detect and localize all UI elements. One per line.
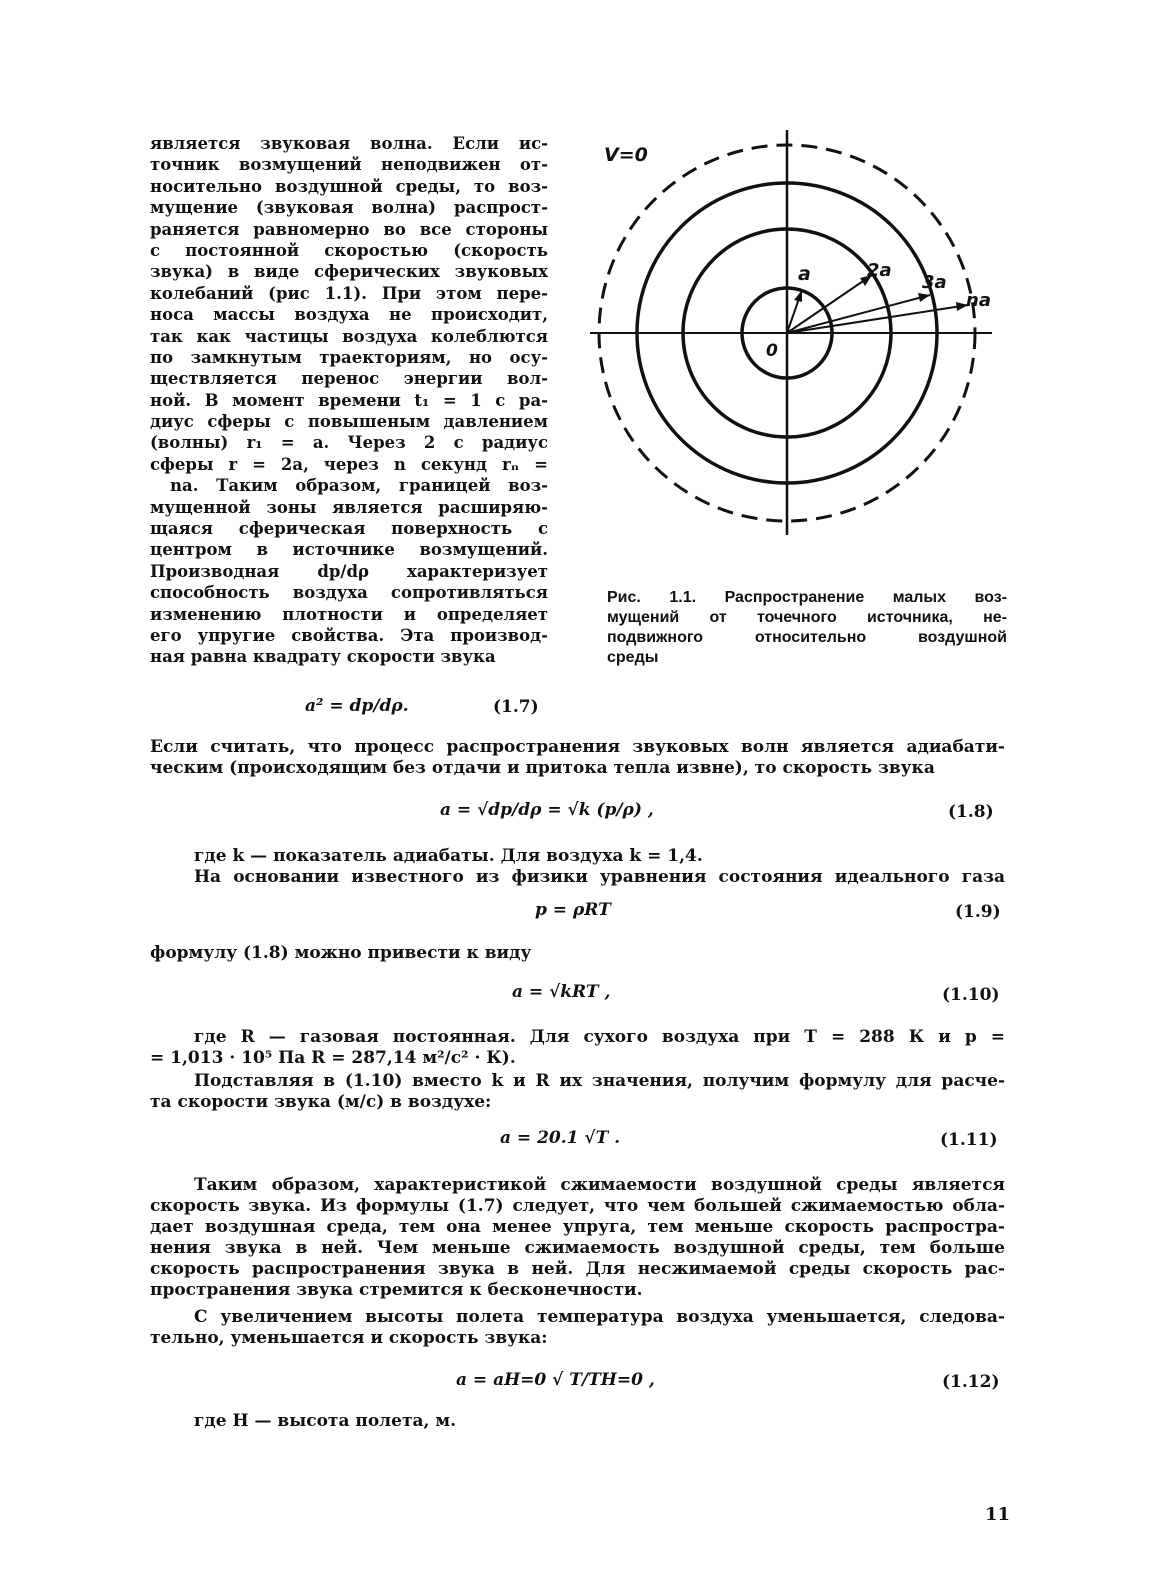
paragraph-adiabatic-index — [150, 846, 1005, 888]
text-line: na. Таким образом, границей воз- — [170, 476, 548, 496]
formula-1-7: a² = dp/dρ. — [305, 696, 409, 716]
formula-1-7-number: (1.7) — [493, 697, 539, 717]
text-line: где R — газовая постоянная. Для сухого воздуха при T = 288 К и p = — [194, 1027, 1005, 1047]
formula-1-10: a = √kRT , — [512, 982, 611, 1002]
paragraph-adiabatic — [150, 737, 1005, 779]
text-line: так как частицы воздуха колеблются — [150, 326, 548, 346]
text-line: по замкнутым траекториям, но осу- — [150, 347, 548, 367]
text-line: скорость звука. Из формулы (1.7) следует, что чем большей сжимаемостью обла- — [150, 1196, 1005, 1216]
text-line: изменению плотности и определяет — [150, 604, 548, 624]
paragraph-gas-constant — [150, 1027, 1005, 1069]
text-line: та скорости звука (м/с) в воздухе: — [150, 1092, 492, 1112]
text-line: Подставляя в (1.10) вместо k и R их значения, получим формулу для расче- — [194, 1071, 1005, 1091]
label-3a: 3a — [922, 272, 947, 293]
radius-a-arrowhead — [794, 290, 802, 302]
text-line: Если считать, что процесс распространения звуковых волн является адиабати- — [150, 737, 1005, 757]
text-line: сферы r = 2a, через n секунд rₙ = — [150, 454, 548, 474]
text-line: = 1,013 · 10⁵ Па R = 287,14 м²/с² · К). — [150, 1048, 516, 1068]
page-number: 11 — [985, 1504, 1011, 1525]
label-center: 0 — [766, 341, 778, 361]
paragraph-altitude-h: где H — высота полета, м. — [194, 1411, 457, 1431]
text-line: центром в источнике возмущений. — [150, 540, 548, 560]
text-line: щаяся сферическая поверхность с — [150, 519, 548, 539]
text-line: ная равна квадрату скорости звука — [150, 647, 496, 667]
formula-1-12: a = aH=0 √ T/TH=0 , — [456, 1370, 655, 1390]
text-line: носа массы воздуха не происходит, — [150, 305, 548, 325]
text-line: звука) в виде сферических звуковых — [150, 262, 548, 282]
formula-1-10-number: (1.10) — [942, 985, 1000, 1005]
text-line: носительно воздушной среды, то воз- — [150, 176, 548, 196]
formula-1-9-number: (1.9) — [955, 902, 1001, 922]
text-line: тельно, уменьшается и скорость звука: — [150, 1328, 548, 1348]
text-line: С увеличением высоты полета температура воздуха уменьшается, следова- — [194, 1307, 1005, 1327]
formula-1-9: p = ρRT — [535, 900, 611, 920]
formula-1-11-number: (1.11) — [940, 1130, 998, 1150]
text-line: нения звука в ней. Чем меньше сжимаемость воздушной среды, тем больше — [150, 1238, 1005, 1258]
label-a: a — [798, 263, 811, 285]
text-line: раняется равномерно во все стороны — [150, 219, 548, 239]
figure-caption — [607, 588, 1007, 668]
label-v-zero: V=0 — [604, 144, 648, 166]
caption-line: среды — [607, 649, 659, 666]
text-line: Таким образом, характеристикой сжимаемости воздушной среды является — [194, 1175, 1005, 1195]
paragraph-compressibility — [150, 1175, 1005, 1301]
label-2a: 2a — [867, 260, 892, 281]
text-line: его упругие свойства. Эта производ- — [150, 625, 548, 645]
text-line: где k — показатель адиабаты. Для воздуха k = 1,4. — [194, 846, 703, 866]
text-line: пространения звука стремится к бесконечности. — [150, 1280, 643, 1300]
text-line: Производная dp/dρ характеризует — [150, 561, 548, 581]
radius-3a-arrowhead — [918, 293, 930, 302]
formula-1-11: a = 20.1 √T . — [500, 1128, 621, 1148]
paragraph-formula-form: формулу (1.8) можно привести к виду — [150, 943, 532, 963]
text-line: колебаний (рис 1.1). При этом пере- — [150, 283, 548, 303]
caption-line: Рис. 1.1. Распространение малых воз- — [607, 589, 1007, 606]
text-line: мущение (звуковая волна) распрост- — [150, 198, 548, 218]
text-line: с постоянной скоростью (скорость — [150, 240, 548, 260]
label-na: na — [966, 290, 991, 311]
sound-propagation-figure — [580, 125, 1000, 545]
text-line: мущенной зоны является расширяю- — [150, 497, 548, 517]
caption-line: мущений от точечного источника, не- — [607, 609, 1007, 626]
text-line: диус сферы с повышеным давлением — [150, 412, 548, 432]
paragraph-substitute — [150, 1071, 1005, 1113]
text-line: точник возмущений неподвижен от- — [150, 155, 548, 175]
text-line: На основании известного из физики уравнения состояния идеального газа — [194, 867, 1005, 887]
text-line: дает воздушная среда, тем она менее упруга, тем меньше скорость распростра- — [150, 1217, 1005, 1237]
text-line: ческим (происходящим без отдачи и притока тепла извне), то скорость звука — [150, 758, 935, 778]
formula-1-8-number: (1.8) — [948, 802, 994, 822]
text-line: (волны) r₁ = a. Через 2 с радиус — [150, 433, 548, 453]
paragraph-altitude — [150, 1307, 1005, 1349]
text-line: способность воздуха сопротивляться — [150, 583, 548, 603]
left-column-text — [150, 133, 548, 668]
formula-1-12-number: (1.12) — [942, 1372, 1000, 1392]
formula-1-8: a = √dp/dρ = √k (p/ρ) , — [440, 800, 654, 820]
text-line: ной. В момент времени t₁ = 1 с ра- — [150, 390, 548, 410]
text-line: является звуковая волна. Если ис- — [150, 134, 548, 153]
text-line: скорость распространения звука в ней. Для несжимаемой среды скорость рас- — [150, 1259, 1005, 1279]
text-line: ществляется перенос энергии вол- — [150, 369, 548, 389]
caption-line: подвижного относительно воздушной — [607, 629, 1007, 646]
